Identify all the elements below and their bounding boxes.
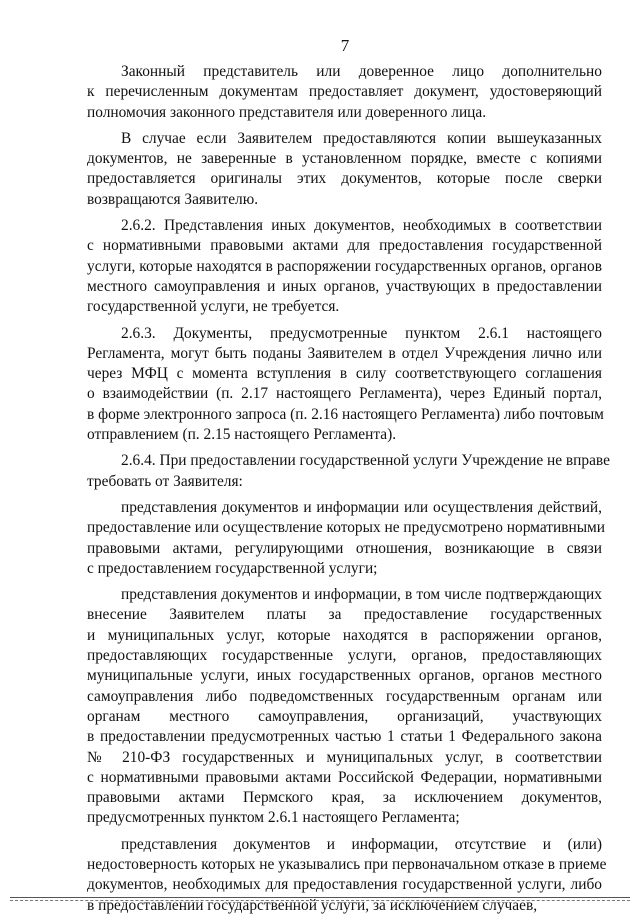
text-line: внесение Заявителем платы за предоставление государственных [87,606,602,624]
text-line: предоставляющих государственные услуги, органов, предоставляющих [87,647,602,665]
text-line: В случае если Заявителем предоставляются копии вышеуказанных [121,129,602,147]
text-line: представления документов и информации, в том числе подтверждающих [121,586,602,604]
text-line: Регламента, могут быть поданы Заявителем в отдел Учреждения лично или [87,344,602,362]
paragraph [87,835,607,916]
text-line: представления документов и информации, отсутствие и (или) [121,835,602,853]
text-line: Законный представитель или доверенное лицо дополнительно [121,63,602,80]
text-line: недостоверность которых не указывались при первоначальном отказе в приеме [87,855,607,873]
page-number: 7 [340,36,350,55]
paragraph [87,585,602,829]
text-line: документов, не заверенные в установленном порядке, вместе с копиями [87,150,602,168]
text-line: с нормативными правовыми актами для предоставления государственной [87,237,602,255]
text-line: предоставление или осуществление которых не предусмотрено нормативными [87,519,606,537]
text-line: отправлением (п. 2.15 настоящего Регламента). [87,426,397,444]
text-line: документов, необходимых для предоставления государственной услуги, либо [87,876,602,894]
paragraph [87,62,602,123]
text-line: 2.6.2. Представления иных документов, необходимых в соответствии [121,217,602,235]
text-line: требовать от Заявителя: [87,472,243,490]
footer-rule-secondary [10,900,630,901]
document-body [87,62,610,916]
paragraph [87,324,602,446]
text-line: муниципальные услуги, иных государственных органов, органов местного [87,667,602,685]
paragraph [87,216,602,317]
text-line: 2.6.4. При предоставлении государственной услуги Учреждение не вправе [121,452,610,470]
text-line: самоуправления либо подведомственных государственным органам или [87,687,602,705]
text-line: предоставляется оригиналы этих документов, которые после сверки [87,170,602,188]
text-line: местного самоуправления и иных органов, участвующих в предоставлении [87,277,602,295]
text-line: с предоставлением государственной услуги; [87,559,378,577]
text-line: в форме электронного запроса (п. 2.16 настоящего Регламента) либо почтовым [87,405,604,423]
text-line: предусмотренных пунктом 2.6.1 настоящего Регламента; [87,809,460,827]
text-line: представления документов и информации или осуществления действий, [121,498,602,516]
text-line: в предоставлении предусмотренных частью 1 статьи 1 Федерального закона [87,728,602,746]
text-line: к перечисленным документам предоставляет документ, удостоверяющий [87,83,602,101]
text-line: услуги, которые находятся в распоряжении государственных органов, органов [87,257,602,275]
text-line: возвращаются Заявителю. [87,190,259,208]
text-line: через МФЦ с момента вступления в силу соответствующего соглашения [87,365,602,383]
paragraph [87,498,606,579]
footer-rule [10,897,630,898]
text-line: правовыми актами Пермского края, за исключением документов, [87,789,602,807]
text-line: государственной услуги, не требуется. [87,298,340,316]
paragraph [87,129,602,210]
text-line: № 210-ФЗ государственных и муниципальных услуг, в соответствии [87,748,602,766]
text-line: и муниципальных услуг, которые находятся в распоряжении органов, [87,626,602,644]
text-line: 2.6.3. Документы, предусмотренные пунктом 2.6.1 настоящего [121,324,602,342]
text-line: о взаимодействии (п. 2.17 настоящего Регламента), через Единый портал, [87,385,602,403]
text-line: правовыми актами, регулирующими отношения, возникающие в связи [87,539,602,557]
text-line: с нормативными правовыми актами Российской Федерации, нормативными [87,768,602,786]
text-line: органам местного самоуправления, организаций, участвующих [87,707,602,725]
text-line: полномочия законного представителя или доверенного лица. [87,103,487,121]
paragraph [87,451,610,492]
text-line: в предоставлении государственной услуги, за исключением случаев, [87,896,538,914]
